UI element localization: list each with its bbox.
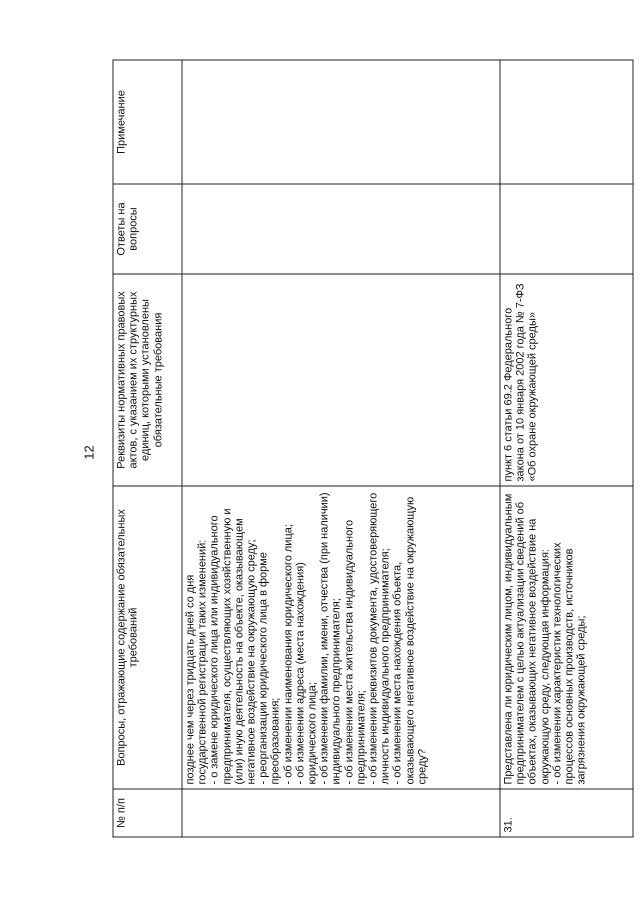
question-line: Представлена ли юридическим лицом, индивидуальным: [502, 493, 514, 785]
question-line: - реорганизации юридического лица в форме: [257, 552, 270, 785]
question-line: (или) иную деятельность на объекте, оказывающем: [232, 518, 245, 785]
question-line: индивидуального предпринимателя;: [330, 598, 343, 785]
row-question: [500, 486, 633, 789]
header-question: Вопросы, отражающие содержание обязательных требований: [113, 486, 182, 789]
question-line: предпринимателя;: [354, 690, 367, 785]
question-line: окружающую среду, следующая информация:: [538, 549, 551, 785]
row-question: [182, 486, 500, 789]
question-line: предпринимателем с целью актуализации сведений об: [514, 501, 527, 785]
page-number: 12: [81, 445, 97, 460]
question-line: - об изменении адреса (места нахождения): [293, 562, 306, 785]
question-line: - о замене юридического лица или индивидуального: [208, 515, 221, 785]
table-row: [182, 60, 500, 837]
row-answers: [182, 184, 500, 274]
header-note: Примечание: [113, 60, 182, 184]
question-line: преобразования;: [269, 697, 282, 785]
requirements-table: [112, 60, 633, 838]
question-line: негативное воздействие на окружающую среду;: [245, 539, 258, 785]
row-num: 31.: [500, 789, 633, 837]
question-line: среду?: [415, 748, 428, 785]
question-line: позднее чем через тридцать дней со дня: [184, 574, 196, 785]
table-row: [500, 60, 633, 837]
row-requisites: пункт 6 статьи 69.2 Федерального закона от 10 января 2002 года № 7-ФЗ «Об охране окружающей среды»: [500, 274, 633, 486]
row-num: [182, 789, 500, 837]
question-line: - об изменении места нахождения объекта,: [391, 561, 404, 785]
rotated-table-container: [112, 61, 624, 838]
question-line: - об изменении фамилии, имени, отчества (при наличии): [318, 492, 331, 785]
row-note: [182, 60, 500, 184]
question-line: - об изменении наименования юридического лица;: [281, 524, 294, 785]
question-line: предпринимателя, осуществляющих хозяйственную и: [220, 508, 233, 785]
question-line: личность индивидуального предпринимателя;: [379, 548, 392, 785]
row-note: [500, 60, 633, 184]
question-line: - об изменении места жительства индивидуального: [342, 519, 355, 785]
row-answers: [500, 184, 633, 274]
table-header-row: [113, 60, 182, 837]
question-line: процессов основных производств, источников: [563, 548, 576, 785]
question-line: - об изменении характеристик технологических: [550, 542, 563, 785]
question-line: - об изменении реквизитов документа, удостоверяющего: [367, 492, 380, 785]
header-num: № п/п: [113, 789, 182, 837]
header-answers: Ответы на вопросы: [113, 184, 182, 274]
question-line: оказывающего негативное воздействие на окружающую: [403, 496, 416, 785]
header-requisites: Реквизиты нормативных правовых актов, с указанием их структурных единиц, которыми установлены обязательные требования: [113, 274, 182, 486]
question-line: объектах, оказывающих негативное воздействие на: [526, 518, 539, 785]
question-line: юридического лица;: [306, 682, 319, 785]
question-line: государственной регистрации таких изменений:: [196, 539, 209, 785]
row-requisites: [182, 274, 500, 486]
question-line: загрязнения окружающей среды;: [575, 615, 588, 785]
